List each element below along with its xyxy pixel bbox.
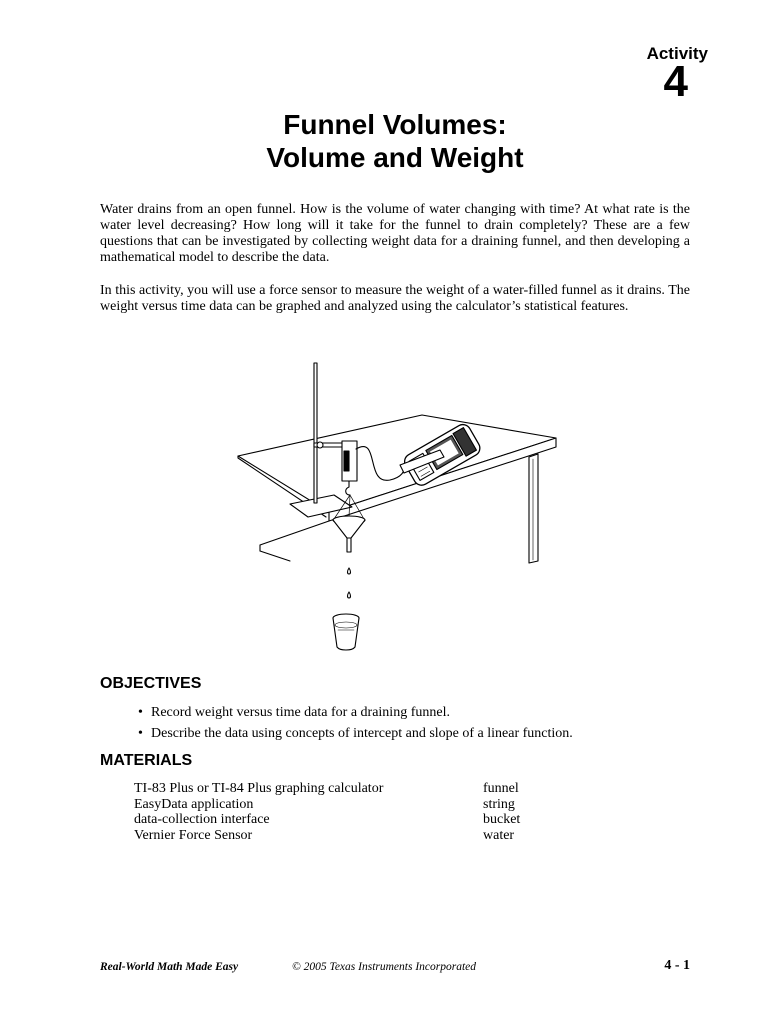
table-left-underside [260, 521, 329, 545]
objectives-list [132, 702, 573, 744]
table-leg [529, 454, 538, 563]
footer-copyright: © 2005 Texas Instruments Incorporated [292, 961, 476, 973]
water-drop [348, 592, 351, 598]
material-item: funnel [483, 781, 519, 796]
materials-list-left [134, 781, 383, 843]
material-item: string [483, 796, 515, 812]
water-drop [348, 568, 351, 574]
funnel-cone [333, 520, 365, 538]
material-item: TI-83 Plus or TI-84 Plus graphing calculator [134, 781, 384, 796]
materials-heading: MATERIALS [100, 752, 193, 769]
footer-series-title: Real-World Math Made Easy [100, 961, 239, 973]
page-title [0, 108, 770, 174]
objective-item: • Record weight versus time data for a draining funnel. [132, 702, 573, 723]
intro-paragraph-1: Water drains from an open funnel. How is the volume of water changing with time? At what rate is the water level decreasing? How long will it take for the funnel to drain completely? These are a few questions that can be investigated by collecting weight data for a draining funnel, and then developing a mathematical model to describe the data. [100, 202, 690, 265]
objectives-heading: OBJECTIVES [100, 675, 202, 692]
material-item: water [483, 827, 515, 843]
apparatus-illustration [230, 355, 570, 665]
objective-item: • Describe the data using concepts of intercept and slope of a linear function. [132, 723, 573, 744]
material-item: bucket [483, 812, 521, 827]
funnel-stem [347, 538, 351, 552]
title-line-1: Funnel Volumes: [283, 109, 507, 140]
intro-paragraph-2: In this activity, you will use a force sensor to measure the weight of a water-filled funnel as it drains. The weight versus time data can be graphed and analyzed using the calculator’s statistical features. [100, 283, 690, 314]
material-item: EasyData application [134, 796, 254, 812]
activity-label: Activity [646, 44, 708, 63]
activity-number: 4 [663, 57, 688, 106]
title-line-2: Volume and Weight [266, 142, 524, 173]
material-item: data-collection interface [134, 812, 270, 827]
page-number: 4 - 1 [664, 958, 690, 973]
ring-stand-rod [314, 363, 317, 503]
material-item: Vernier Force Sensor [134, 827, 253, 843]
materials-list-right [483, 781, 520, 843]
